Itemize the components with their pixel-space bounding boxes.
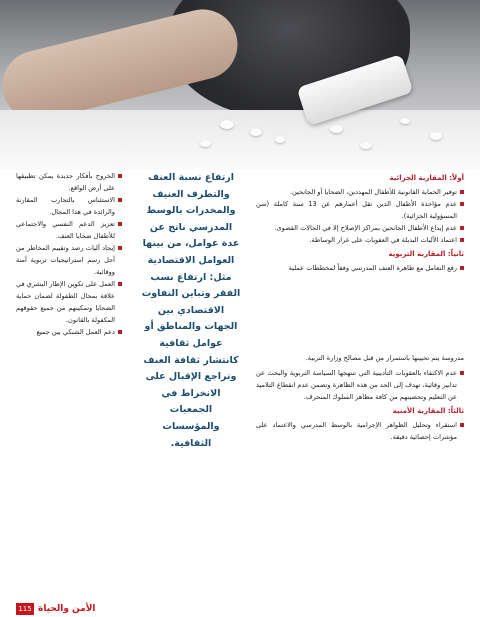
list-item: الاستئناس بالتجارب المقارنة والرائدة في هذا المجال. xyxy=(16,194,122,218)
bullet-icon xyxy=(460,202,464,206)
list-item: اعتماد الآليات البديلة في العقوبات على غرار الوساطة. xyxy=(256,234,464,246)
bullet-icon xyxy=(118,246,122,250)
pill xyxy=(330,125,343,133)
bullet-icon xyxy=(460,266,464,270)
list-item: الخروج بأفكار جديدة يمكن تطبيقها على أرض الواقع. xyxy=(16,170,122,194)
list-item: استقراء وتحليل الظواهر الإجرامية بالوسط المدرسي والاعتماد على مؤشرات إحصائية دقيقة. xyxy=(256,419,464,443)
lower-right-block xyxy=(256,352,464,443)
pill xyxy=(200,140,211,147)
body-paragraph: مدروسة يتم تحيينها باستمرار من قبل مصالح وزارة التربية. xyxy=(305,354,464,362)
right-column xyxy=(256,170,464,274)
bullet-icon xyxy=(118,198,122,202)
list-item: عدم الاكتفاء بالعقوبات التأديبية التي تنتهجها السياسة التربوية والبحث عن تدابير وقائية، تهدف إلى الحد من هذه الظاهرة وتضمن عدم انقطاع التلاميذ عن التعليم وتحصينهم من كافة مظاهر السلوك المنحرف. xyxy=(256,367,464,403)
list-item: العمل على تكوين الإطار البشري في علاقة بمجال الطفولة لضمان حماية الضحايا وتمكينهم من جميع حقوقهم المكفولة بالقانون. xyxy=(16,278,122,326)
bullet-icon xyxy=(460,190,464,194)
pull-quote: ارتفاع نسبة العنف والتطرف العنيف والمخدرات بالوسط المدرسي ناتج عن عدة عوامل، من بينها العوامل الاقتصادية مثل: ارتفاع نسب الفقر وتباين التفاوت الاقتصادي بين الجهات والمناطق أو عوامل ثقافية كانتشار ثقافة العنف وتراجع الإقبال على الانخراط في الجمعيات والمؤسسات الثقافية. xyxy=(141,172,241,449)
bullet-icon xyxy=(460,371,464,375)
bullet-icon xyxy=(460,226,464,230)
pill xyxy=(360,142,372,149)
pill xyxy=(220,120,234,129)
section1-title: أولاً: المقاربة الجزائية xyxy=(389,174,464,182)
page-number: 115 xyxy=(16,603,34,615)
list-item: رفع التعامل مع ظاهرة العنف المدرسي وفقاً لمخططات عملية xyxy=(256,262,464,274)
list-item: توفير الحماية القانونية للأطفال المهددين، الضحايا أو الجانحين. xyxy=(256,186,464,198)
list-item: إيجاد آليات رصد وتقييم المخاطر من أجل رسم استراتيجيات تربوية آمنة ووقائية. xyxy=(16,242,122,278)
pill xyxy=(275,136,285,143)
pill xyxy=(430,132,442,140)
list-item: دعم العمل الشبكي بين جميع xyxy=(16,326,122,338)
section3-title: ثالثاً: المقاربة الأمنية xyxy=(392,407,464,415)
pill xyxy=(400,118,410,124)
bullet-icon xyxy=(118,222,122,226)
list-item: عدم مؤاخذة الأطفال الذين تقل أعمارهم عن 13 سنة كاملة (سن المسؤولية الجزائية). xyxy=(256,198,464,222)
bullet-icon xyxy=(460,423,464,427)
list-item: تعزيز الدعم النفسي والاجتماعي للأطفال ضحايا العنف. xyxy=(16,218,122,242)
left-column xyxy=(16,170,122,338)
bullet-icon xyxy=(118,174,122,178)
list-item: عدم إيداع الأطفال الجانحين بمراكز الإصلاح إلا في الحالات القصوى. xyxy=(256,222,464,234)
page-footer xyxy=(0,599,480,617)
bullet-icon xyxy=(118,282,122,286)
magazine-title: الأمن والحياة xyxy=(38,604,96,614)
hero-photo xyxy=(0,0,480,170)
pill xyxy=(250,128,262,136)
bullet-icon xyxy=(118,330,122,334)
bullet-icon xyxy=(460,238,464,242)
section2-title: ثانياً: المقاربة التربوية xyxy=(388,250,464,258)
